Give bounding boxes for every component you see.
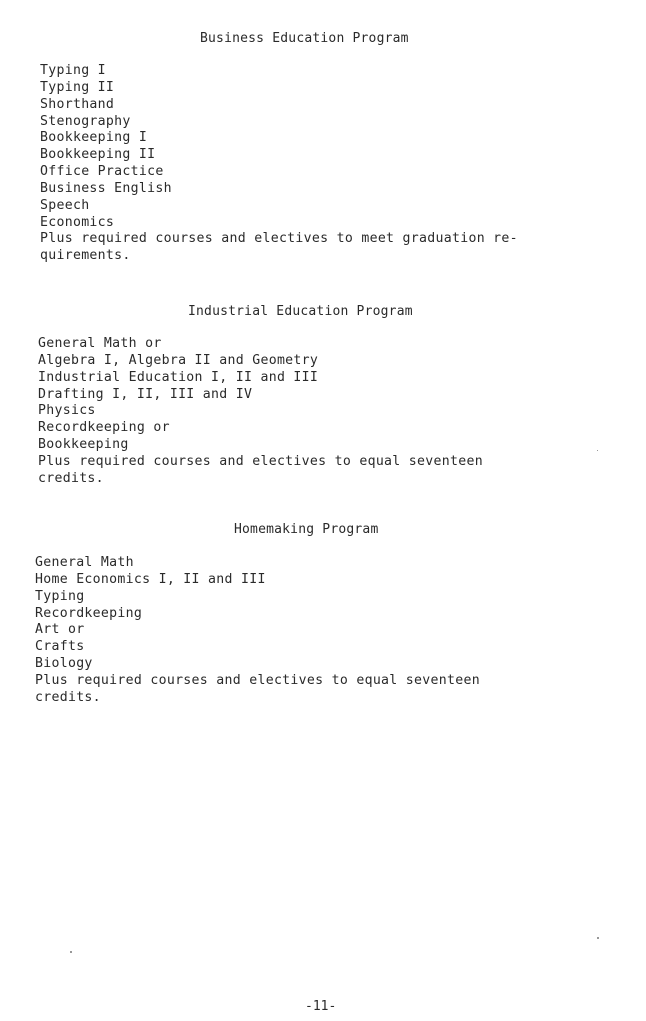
list-item: Drafting I, II, III and IV — [38, 386, 253, 402]
list-item: Economics — [40, 214, 115, 230]
scan-speck — [70, 951, 72, 953]
industrial-education-heading: Industrial Education Program — [188, 304, 413, 319]
list-item: Crafts — [35, 639, 85, 655]
list-item: Bookkeeping I — [40, 130, 148, 146]
list-item: Physics — [38, 403, 96, 419]
list-item: Typing II — [40, 79, 115, 95]
list-item: Algebra I, Algebra II and Geometry — [38, 352, 319, 368]
list-item: Recordkeeping — [35, 605, 143, 621]
page-number: -11- — [305, 999, 337, 1014]
list-item: Stenography — [40, 113, 131, 129]
list-item: Home Economics I, II and III — [35, 571, 266, 587]
list-item: General Math or — [38, 336, 162, 351]
industrial-education-course-list — [38, 336, 483, 488]
scan-speck — [597, 937, 599, 939]
scan-speck — [597, 450, 598, 451]
list-item: Business English — [40, 180, 172, 196]
list-item: General Math — [35, 555, 134, 570]
list-item: Bookkeeping II — [40, 147, 156, 163]
business-education-heading: Business Education Program — [200, 31, 409, 46]
list-item: Plus required courses and electives to equal seventeen — [38, 453, 483, 469]
list-item: credits. — [38, 470, 104, 486]
list-item: credits. — [35, 689, 101, 705]
list-item: Recordkeeping or — [38, 420, 170, 436]
list-item: Biology — [35, 656, 93, 672]
business-education-course-list — [40, 63, 518, 265]
list-item: Typing — [35, 588, 85, 604]
list-item: Plus required courses and electives to equal seventeen — [35, 672, 480, 688]
homemaking-course-list — [35, 555, 480, 707]
list-item: Office Practice — [40, 164, 164, 180]
list-item: Art or — [35, 622, 85, 638]
list-item: Plus required courses and electives to meet graduation re- — [40, 231, 518, 247]
list-item: Industrial Education I, II and III — [38, 369, 319, 385]
list-item: Typing I — [40, 63, 106, 78]
list-item: Speech — [40, 197, 90, 213]
list-item: quirements. — [40, 248, 131, 264]
list-item: Shorthand — [40, 96, 115, 112]
homemaking-heading: Homemaking Program — [234, 522, 379, 537]
list-item: Bookkeeping — [38, 437, 129, 453]
